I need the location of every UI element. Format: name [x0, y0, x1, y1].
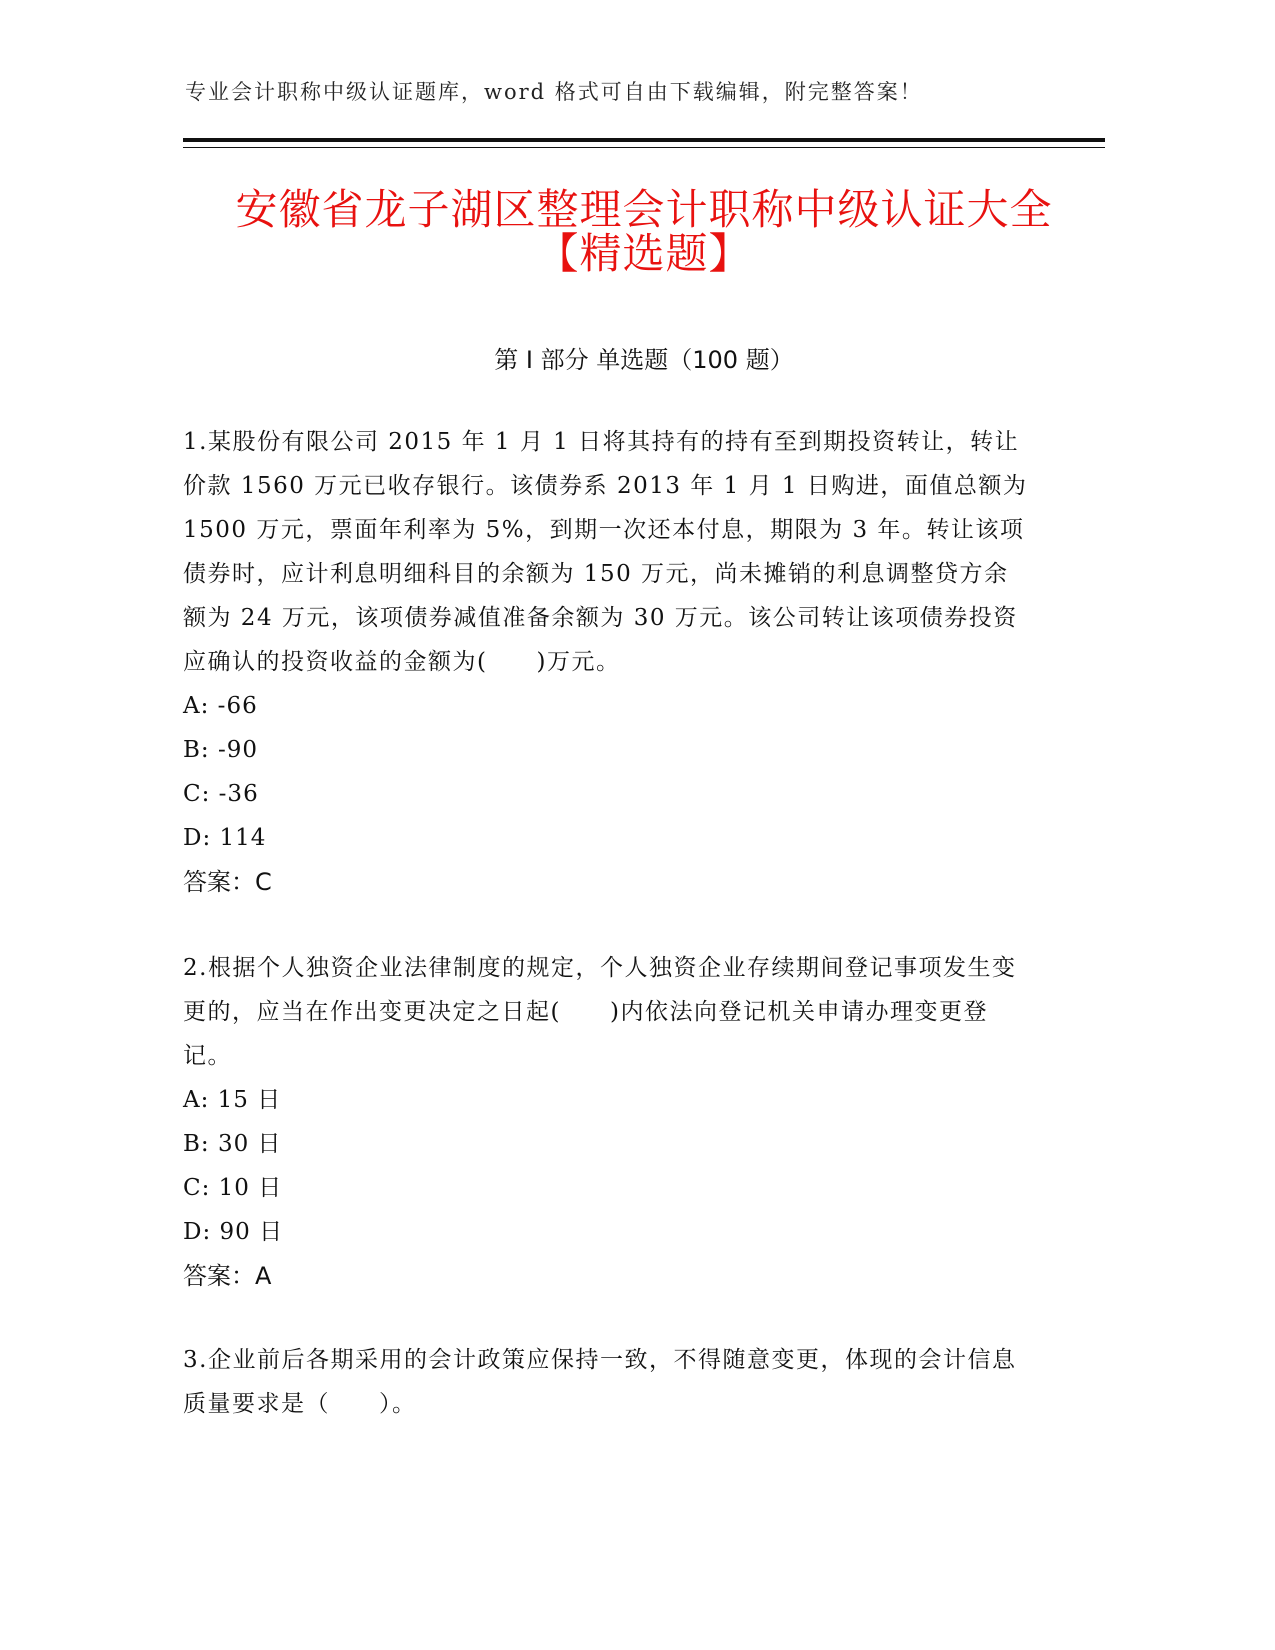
header-rule-thin [183, 147, 1105, 148]
option-d: D: 90 日 [183, 1219, 284, 1245]
option-d: D: 114 [183, 825, 267, 851]
question-1 [183, 420, 1033, 904]
option-b: B: 30 日 [183, 1131, 282, 1157]
section-heading: 第 I 部分 单选题（100 题） [494, 346, 794, 374]
option-a: A: 15 日 [183, 1087, 282, 1113]
answer: 答案：C [183, 868, 272, 896]
question-3 [183, 1338, 1033, 1426]
header-note: 专业会计职称中级认证题库，word 格式可自由下载编辑，附完整答案！ [185, 80, 923, 104]
option-c: C: -36 [183, 781, 259, 807]
question-text: 3.企业前后各期采用的会计政策应保持一致，不得随意变更，体现的会计信息质量要求是（ ）。 [183, 1347, 1017, 1417]
header-rule-thick [183, 138, 1105, 142]
title-line-1: 安徽省龙子湖区整理会计职称中级认证大全 [235, 185, 1053, 234]
answer: 答案：A [183, 1262, 272, 1290]
option-a: A: -66 [183, 693, 258, 719]
option-b: B: -90 [183, 737, 258, 763]
title-line-2: 【精选题】 [536, 229, 752, 278]
question-2 [183, 946, 1033, 1298]
option-c: C: 10 日 [183, 1175, 283, 1201]
question-text: 2.根据个人独资企业法律制度的规定，个人独资企业存续期间登记事项发生变更的，应当在作出变更决定之日起( )内依法向登记机关申请办理变更登记。 [183, 955, 1017, 1069]
document-title [183, 185, 1105, 278]
question-text: 1.某股份有限公司 2015 年 1 月 1 日将其持有的持有至到期投资转让，转让价款 1560 万元已收存银行。该债券系 2013 年 1 月 1 日购进，面值总额为 1500 万元，票面年利率为 5%，到期一次还本付息，期限为 3 年。转让该项债券时，应计利息明细科目的余额为 150 万元，尚未摊销的利息调整贷方余额为 24 万元，该项债券减值准备余额为 30 万元。该公司转让该项债券投资应确认的投资收益的金额为( )万元。 [183, 429, 1028, 675]
